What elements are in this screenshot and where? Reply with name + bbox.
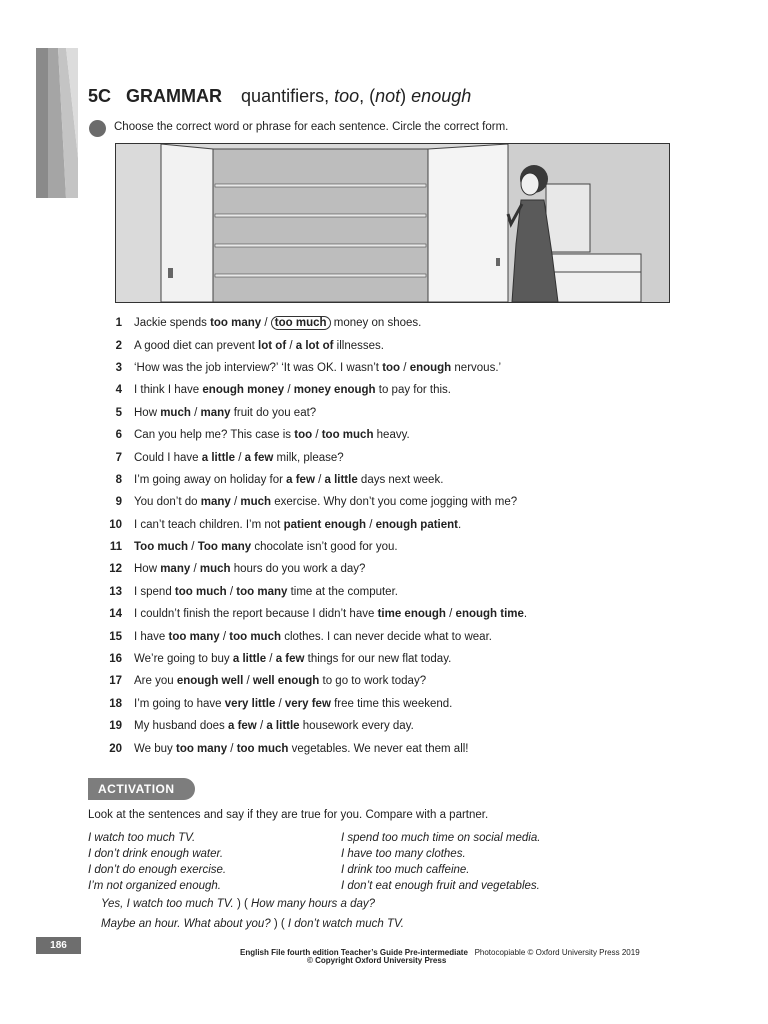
question-text-part: / <box>235 451 245 464</box>
illustration-shoe-closet <box>115 143 670 303</box>
question-text-part: / <box>284 384 294 397</box>
question-text-part: illnesses. <box>333 339 384 352</box>
question-text-part: We buy <box>134 742 176 755</box>
question-text-part: . <box>523 608 528 621</box>
question-text-part: free time this weekend. <box>330 697 453 710</box>
question-text-part: housework every day. <box>299 720 414 733</box>
option[interactable]: many <box>200 496 231 509</box>
question-text-part: I’m going to have <box>134 697 225 710</box>
question-item <box>100 558 660 580</box>
question-text-part: chocolate isn’t good for you. <box>251 541 398 554</box>
question-text-part: / <box>190 563 200 576</box>
option[interactable]: enough well <box>176 675 244 688</box>
question-text-part: A good diet can prevent <box>134 339 259 352</box>
option[interactable]: very little <box>224 697 276 710</box>
option[interactable]: Too much <box>134 541 189 554</box>
option[interactable]: a few <box>244 451 274 464</box>
question-text <box>134 675 426 687</box>
question-item <box>100 312 660 334</box>
question-text-part: hours do you work a day? <box>230 563 366 576</box>
question-number: 2 <box>115 339 122 352</box>
option[interactable]: too much <box>321 429 374 442</box>
question-number: 9 <box>115 496 122 509</box>
option[interactable]: too much <box>229 630 281 643</box>
statement: I spend too much time on social media. <box>341 832 541 844</box>
question-text-part: money on shoes. <box>330 317 422 330</box>
question-number: 1 <box>115 317 122 330</box>
option[interactable]: a few <box>275 653 305 666</box>
question-number: 19 <box>109 720 122 733</box>
question-text-part: / <box>243 675 253 688</box>
statement: I’m not organized enough. <box>88 880 221 892</box>
instruction: Choose the correct word or phrase for each sentence. Circle the correct form. <box>114 121 509 133</box>
question-number: 17 <box>109 675 122 688</box>
question-text-part: . <box>458 518 462 531</box>
option[interactable]: too <box>382 361 401 374</box>
option[interactable]: too much <box>174 585 227 598</box>
question-item <box>100 469 660 491</box>
question-item <box>100 625 660 647</box>
question-item <box>100 514 660 536</box>
question-text-part: I’m going away on holiday for <box>134 473 287 486</box>
question-text-part: I have <box>134 630 169 643</box>
question-text-part: We’re going to buy <box>134 653 233 666</box>
question-text <box>134 608 527 620</box>
question-item <box>100 693 660 715</box>
option[interactable]: too many <box>175 742 228 755</box>
question-item <box>100 334 660 356</box>
option[interactable]: a lot of <box>295 339 334 352</box>
question-text-part: How <box>134 406 161 419</box>
option-circled[interactable]: too much <box>271 316 331 330</box>
question-number: 18 <box>109 697 122 710</box>
question-number: 4 <box>115 384 122 397</box>
option[interactable]: lot of <box>258 339 287 352</box>
question-text-part: exercise. Why don’t you come jogging with me? <box>271 496 518 509</box>
option[interactable]: much <box>240 496 272 509</box>
question-text <box>134 519 461 531</box>
option[interactable]: many <box>160 563 191 576</box>
question-item <box>100 491 660 513</box>
question-text-part: / <box>227 742 237 755</box>
option[interactable]: well enough <box>252 675 320 688</box>
question-text <box>134 474 443 486</box>
dialogue-line: Maybe an hour. What about you? ) ( I don’t watch much TV. <box>101 918 405 930</box>
question-item <box>100 402 660 424</box>
question-text-part: / <box>230 496 241 509</box>
question-text-part: / <box>256 720 267 733</box>
question-text-part: I think I have <box>134 384 203 397</box>
option[interactable]: a little <box>266 720 300 733</box>
question-item <box>100 715 660 737</box>
question-text-part: Are you <box>134 675 177 688</box>
option[interactable]: enough time <box>455 608 524 621</box>
question-text <box>134 362 501 374</box>
question-text-part: / <box>314 473 325 486</box>
question-text-part: milk, please? <box>273 451 344 464</box>
section-title: GRAMMAR <box>126 86 223 106</box>
question-text-part: / <box>219 630 230 643</box>
question-text <box>134 429 410 441</box>
question-text <box>134 743 469 755</box>
option[interactable]: enough patient <box>375 518 459 531</box>
question-text-part: / <box>312 429 322 442</box>
question-text-part: Jackie spends <box>134 317 211 330</box>
question-text-part: heavy. <box>373 429 410 442</box>
section-code: 5C <box>88 86 112 106</box>
footer: English File fourth edition Teacher’s Guide Pre-intermediate Photocopiable © Oxford University Press 2019 <box>240 948 640 957</box>
statement: I drink too much caffeine. <box>341 864 470 876</box>
question-text-part: vegetables. We never eat them all! <box>288 742 469 755</box>
question-text-part: / <box>400 361 410 374</box>
question-item <box>100 357 660 379</box>
option[interactable]: a few <box>227 720 257 733</box>
option[interactable]: patient enough <box>283 518 366 531</box>
question-number: 20 <box>109 742 122 755</box>
header-decoration <box>36 48 78 198</box>
question-text-part: / <box>286 339 296 352</box>
question-text-part: things for our new flat today. <box>304 653 452 666</box>
option[interactable]: too many <box>210 317 262 330</box>
activation-label: ACTIVATION <box>88 778 195 800</box>
instruction-bullet-icon <box>89 120 106 137</box>
question-text <box>134 452 344 464</box>
activation-instruction: Look at the sentences and say if they are true for you. Compare with a partner. <box>88 809 489 821</box>
question-text-part: / <box>445 608 456 621</box>
question-text-part: time at the computer. <box>287 585 398 598</box>
question-text <box>134 698 452 710</box>
question-number: 10 <box>109 518 122 531</box>
question-text-part: / <box>261 317 271 330</box>
question-text-part: / <box>275 697 285 710</box>
option[interactable]: too much <box>236 742 289 755</box>
question-item <box>100 670 660 692</box>
statement: I don’t eat enough fruit and vegetables. <box>341 880 540 892</box>
question-text <box>134 720 414 732</box>
question-number: 11 <box>109 541 122 554</box>
option[interactable]: time enough <box>377 608 446 621</box>
question-text <box>134 317 421 329</box>
question-number: 8 <box>115 473 122 486</box>
question-item <box>100 424 660 446</box>
question-text-part: fruit do you eat? <box>230 406 317 419</box>
question-text-part: / <box>366 518 376 531</box>
closet-drawing <box>116 144 669 302</box>
question-item <box>100 581 660 603</box>
option[interactable]: a little <box>324 473 358 486</box>
option[interactable]: many <box>200 406 231 419</box>
statement: I have too many clothes. <box>341 848 466 860</box>
question-number: 15 <box>109 630 122 643</box>
question-number: 12 <box>109 563 122 576</box>
question-number: 13 <box>109 585 122 598</box>
question-text <box>134 653 451 665</box>
question-text <box>134 496 517 508</box>
question-text <box>134 541 398 553</box>
question-text-part: You don’t do <box>134 496 201 509</box>
question-text-part: How <box>134 563 161 576</box>
question-text-part: Could I have <box>134 451 202 464</box>
question-text-part: Can you help me? This case is <box>134 429 295 442</box>
option[interactable]: too many <box>236 585 288 598</box>
question-text <box>134 340 384 352</box>
question-text-part: / <box>188 541 198 554</box>
question-list <box>100 312 660 760</box>
statement: I watch too much TV. <box>88 832 196 844</box>
option[interactable]: much <box>199 563 231 576</box>
statement: I don’t do enough exercise. <box>88 864 227 876</box>
option[interactable]: enough <box>409 361 452 374</box>
question-text-part: I couldn’t finish the report because I didn’t have <box>134 608 378 621</box>
option[interactable]: too <box>294 429 313 442</box>
question-text-part: My husband does <box>134 720 228 733</box>
question-text <box>134 384 451 396</box>
option[interactable]: a little <box>201 451 235 464</box>
question-item <box>100 648 660 670</box>
section-subtitle: quantifiers, too, (not) enough <box>241 86 472 106</box>
option[interactable]: too many <box>168 630 220 643</box>
question-number: 3 <box>115 361 122 374</box>
question-text-part: I can’t teach children. I’m not <box>134 518 284 531</box>
question-text-part: I spend <box>134 585 175 598</box>
footer-copyright: © Copyright Oxford University Press <box>307 956 447 965</box>
activation-statements-left <box>88 830 226 894</box>
question-text-part: to pay for this. <box>375 384 451 397</box>
question-text <box>134 586 398 598</box>
question-number: 14 <box>109 608 122 621</box>
question-item <box>100 446 660 468</box>
question-text-part: clothes. I can never decide what to wear. <box>281 630 492 643</box>
question-text-part: nervous.’ <box>451 361 502 374</box>
question-item <box>100 737 660 759</box>
page-number: 186 <box>36 937 81 954</box>
activation-statements-right <box>341 830 540 894</box>
option[interactable]: money enough <box>293 384 376 397</box>
question-item <box>100 379 660 401</box>
option[interactable]: a little <box>232 653 267 666</box>
question-text-part: / <box>266 653 276 666</box>
question-number: 16 <box>109 653 122 666</box>
option[interactable]: very few <box>284 697 331 710</box>
question-item <box>100 603 660 625</box>
question-number: 7 <box>115 451 122 464</box>
question-text <box>134 407 316 419</box>
question-text <box>134 563 365 575</box>
option[interactable]: a few <box>286 473 315 486</box>
question-text-part: / <box>190 406 201 419</box>
question-item <box>100 536 660 558</box>
question-number: 6 <box>115 429 122 442</box>
question-number: 5 <box>115 406 122 419</box>
question-text-part: / <box>226 585 237 598</box>
dialogue-line: Yes, I watch too much TV. ) ( How many hours a day? <box>101 898 376 910</box>
statement: I don’t drink enough water. <box>88 848 224 860</box>
section-header <box>88 86 471 107</box>
question-text <box>134 631 492 643</box>
option[interactable]: enough money <box>202 384 285 397</box>
question-text-part: ‘How was the job interview?’ ‘It was OK. I wasn’t <box>134 361 383 374</box>
question-text-part: days next week. <box>357 473 444 486</box>
option[interactable]: much <box>160 406 191 419</box>
question-text-part: to go to work today? <box>319 675 427 688</box>
option[interactable]: Too many <box>197 541 252 554</box>
